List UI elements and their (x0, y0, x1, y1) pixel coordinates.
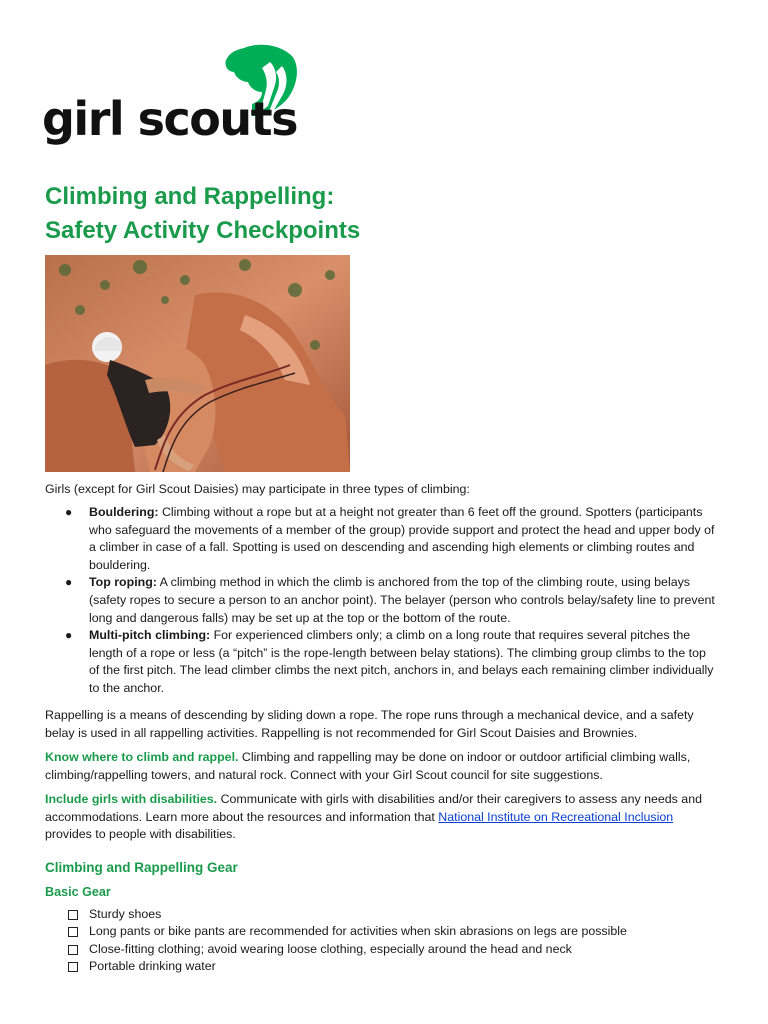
logo-wordmark: girl scouts (42, 92, 298, 146)
bullet-icon: ● (65, 628, 73, 643)
title-line-1: Climbing and Rappelling: (45, 183, 335, 210)
include-text-before: Communicate with girls with disabilities and/or their caregivers to assess any needs and accommodations. Learn more about the resources and information that (45, 792, 702, 824)
type-term: Bouldering: (89, 505, 159, 519)
know-where-lead: Know where to climb and rappel. (45, 750, 239, 764)
checkbox-icon[interactable] (68, 927, 78, 937)
type-description: For experienced climbers only; a climb on a long route that requires several pitches the length of a rope or less (a “pitch” is the rope-length between belay stations). The climbing group climbs to the top of the first pitch. The lead climber climbs the next pitch, anchors in, and belays each remaining climber individually to the anchor. (89, 628, 714, 695)
gear-heading: Climbing and Rappelling Gear (45, 860, 238, 875)
type-description: A climbing method in which the climb is anchored from the top of the climbing route, using belays (safety ropes to secure a person to an anchor point). The belayer (person who controls belay/safety line to prevent long and dangerous falls) may be set up at the top or the bottom of the route. (89, 575, 715, 625)
know-where-paragraph (45, 749, 715, 784)
checklist-item (66, 941, 726, 958)
bullet-icon: ● (65, 505, 73, 519)
climbing-types-list (45, 504, 715, 698)
checklist-item-label: Sturdy shoes (89, 907, 162, 921)
include-text-after: provides to people with disabilities. (45, 827, 236, 842)
intro-paragraph: Girls (except for Girl Scout Daisies) may participate in three types of climbing: (45, 482, 470, 496)
checklist-item-label: Long pants or bike pants are recommended for activities when skin abrasions on legs are possible (89, 924, 627, 939)
checkbox-icon[interactable] (68, 945, 78, 955)
rappelling-paragraph: Rappelling is a means of descending by sliding down a rope. The rope runs through a mechanical device, and a safety belay is used in all rappelling activities. Rappelling is not recommended for Girl Scout Daisies and Brownies. (45, 708, 694, 740)
checklist-item (66, 958, 726, 975)
basic-gear-heading: Basic Gear (45, 885, 111, 899)
checkbox-icon[interactable] (68, 962, 78, 972)
include-lead: Include girls with disabilities. (45, 792, 218, 806)
type-description: Climbing without a rope but at a height not greater than 6 feet off the ground. Spotters (participants who safeguard the movements of a member of the group) provide support and protect the head and upper body of a climber in case of a fall. Spotting is used on descending and ascending high elements or climbing routes and bouldering. (89, 505, 715, 572)
title-line-2: Safety Activity Checkpoints (45, 217, 361, 244)
list-item (45, 627, 715, 697)
climber-photo (45, 255, 350, 472)
checklist-item-label: Close-fitting clothing; avoid wearing loose clothing, especially around the head and neck (89, 941, 572, 956)
page-title (45, 180, 360, 248)
include-disabilities-paragraph (45, 791, 715, 844)
list-item (45, 504, 715, 574)
type-term: Top roping: (89, 575, 157, 590)
checklist-item (66, 906, 726, 923)
nirec-link[interactable]: National Institute on Recreational Inclusion (438, 809, 674, 824)
checklist-item-label: Portable drinking water (89, 959, 216, 974)
type-term: Multi-pitch climbing: (89, 628, 211, 643)
checkbox-icon[interactable] (68, 910, 78, 920)
basic-gear-checklist (66, 906, 726, 976)
list-item (45, 574, 715, 627)
know-where-text: Climbing and rappelling may be done on indoor or outdoor artificial climbing walls, climbing/rappelling towers, and natural rock. Connect with your Girl Scout council for site suggestions. (45, 750, 691, 782)
checklist-item (66, 923, 726, 940)
bullet-icon: ● (65, 575, 73, 590)
